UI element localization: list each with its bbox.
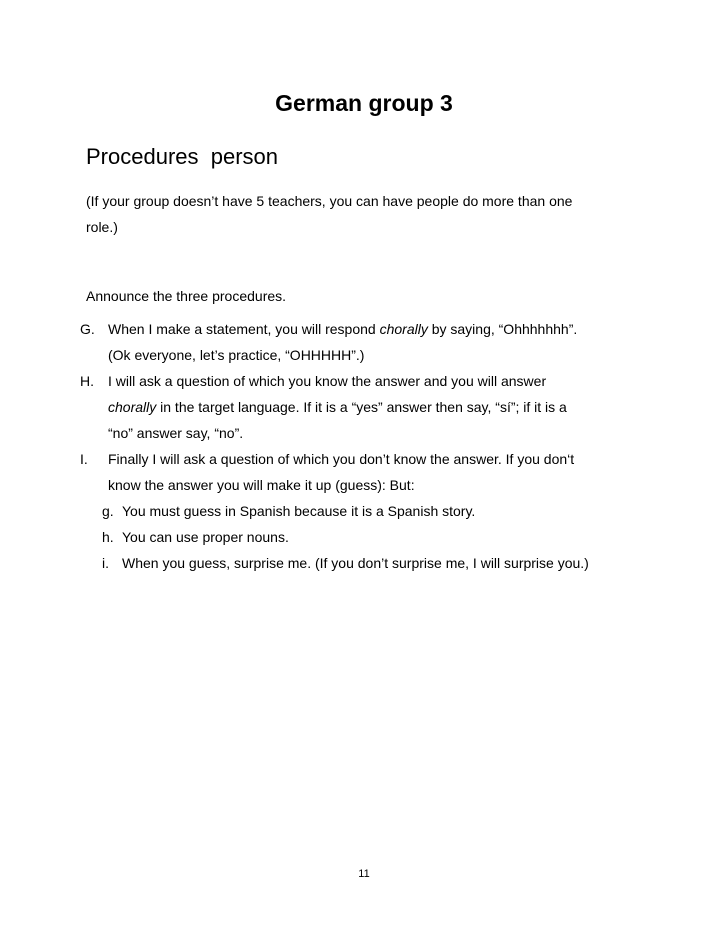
sub-list-marker: h.: [102, 529, 114, 545]
text-run: by saying, “Ohhhhhhh”.: [427, 321, 578, 337]
sub-list-item-text: You must guess in Spanish because it is a Spanish story.: [122, 503, 476, 519]
list-item-line: (Ok everyone, let’s practice, “OHHHHH”.): [108, 347, 365, 363]
list-item-line: [108, 316, 680, 342]
sub-list-item-text: You can use proper nouns.: [122, 529, 289, 545]
emphasis-text: chorally: [108, 399, 157, 415]
list-item-h: [80, 368, 680, 446]
page-number: 11: [358, 868, 370, 880]
sub-list-item-h: [80, 524, 680, 550]
list-item-g: [80, 316, 680, 368]
emphasis-text: chorally: [379, 321, 428, 337]
list-item-i: [80, 446, 680, 498]
note-line-2: role.): [86, 219, 118, 235]
announce-text: Announce the three procedures.: [86, 288, 287, 304]
text-run: When I make a statement, you will respond: [108, 321, 380, 337]
sub-list-item-text: When you guess, surprise me. (If you don’t surprise me, I will surprise you.): [122, 555, 589, 571]
sub-list-marker: i.: [102, 555, 109, 571]
group-note: [86, 188, 646, 240]
list-marker: H.: [80, 373, 94, 389]
list-marker: G.: [80, 321, 95, 337]
sub-list-marker: g.: [102, 503, 114, 519]
list-item-line: I will ask a question of which you know the answer and you will answer: [108, 373, 547, 389]
section-heading: Procedures person: [86, 144, 278, 169]
sub-list-item-i: [80, 550, 680, 576]
page-title: German group 3: [275, 90, 453, 116]
list-marker: I.: [80, 451, 88, 467]
procedures-list: [80, 316, 680, 576]
sub-list-item-g: [80, 498, 680, 524]
list-item-line: know the answer you will make it up (guess): But:: [108, 477, 415, 493]
note-line-1: (If your group doesn’t have 5 teachers, you can have people do more than one: [86, 193, 573, 209]
list-item-line: [108, 394, 680, 420]
text-run: in the target language. If it is a “yes” answer then say, “sí”; if it is a: [156, 399, 567, 415]
list-item-line: “no” answer say, “no”.: [108, 425, 244, 441]
list-item-line: Finally I will ask a question of which you don’t know the answer. If you don‘t: [108, 451, 575, 467]
